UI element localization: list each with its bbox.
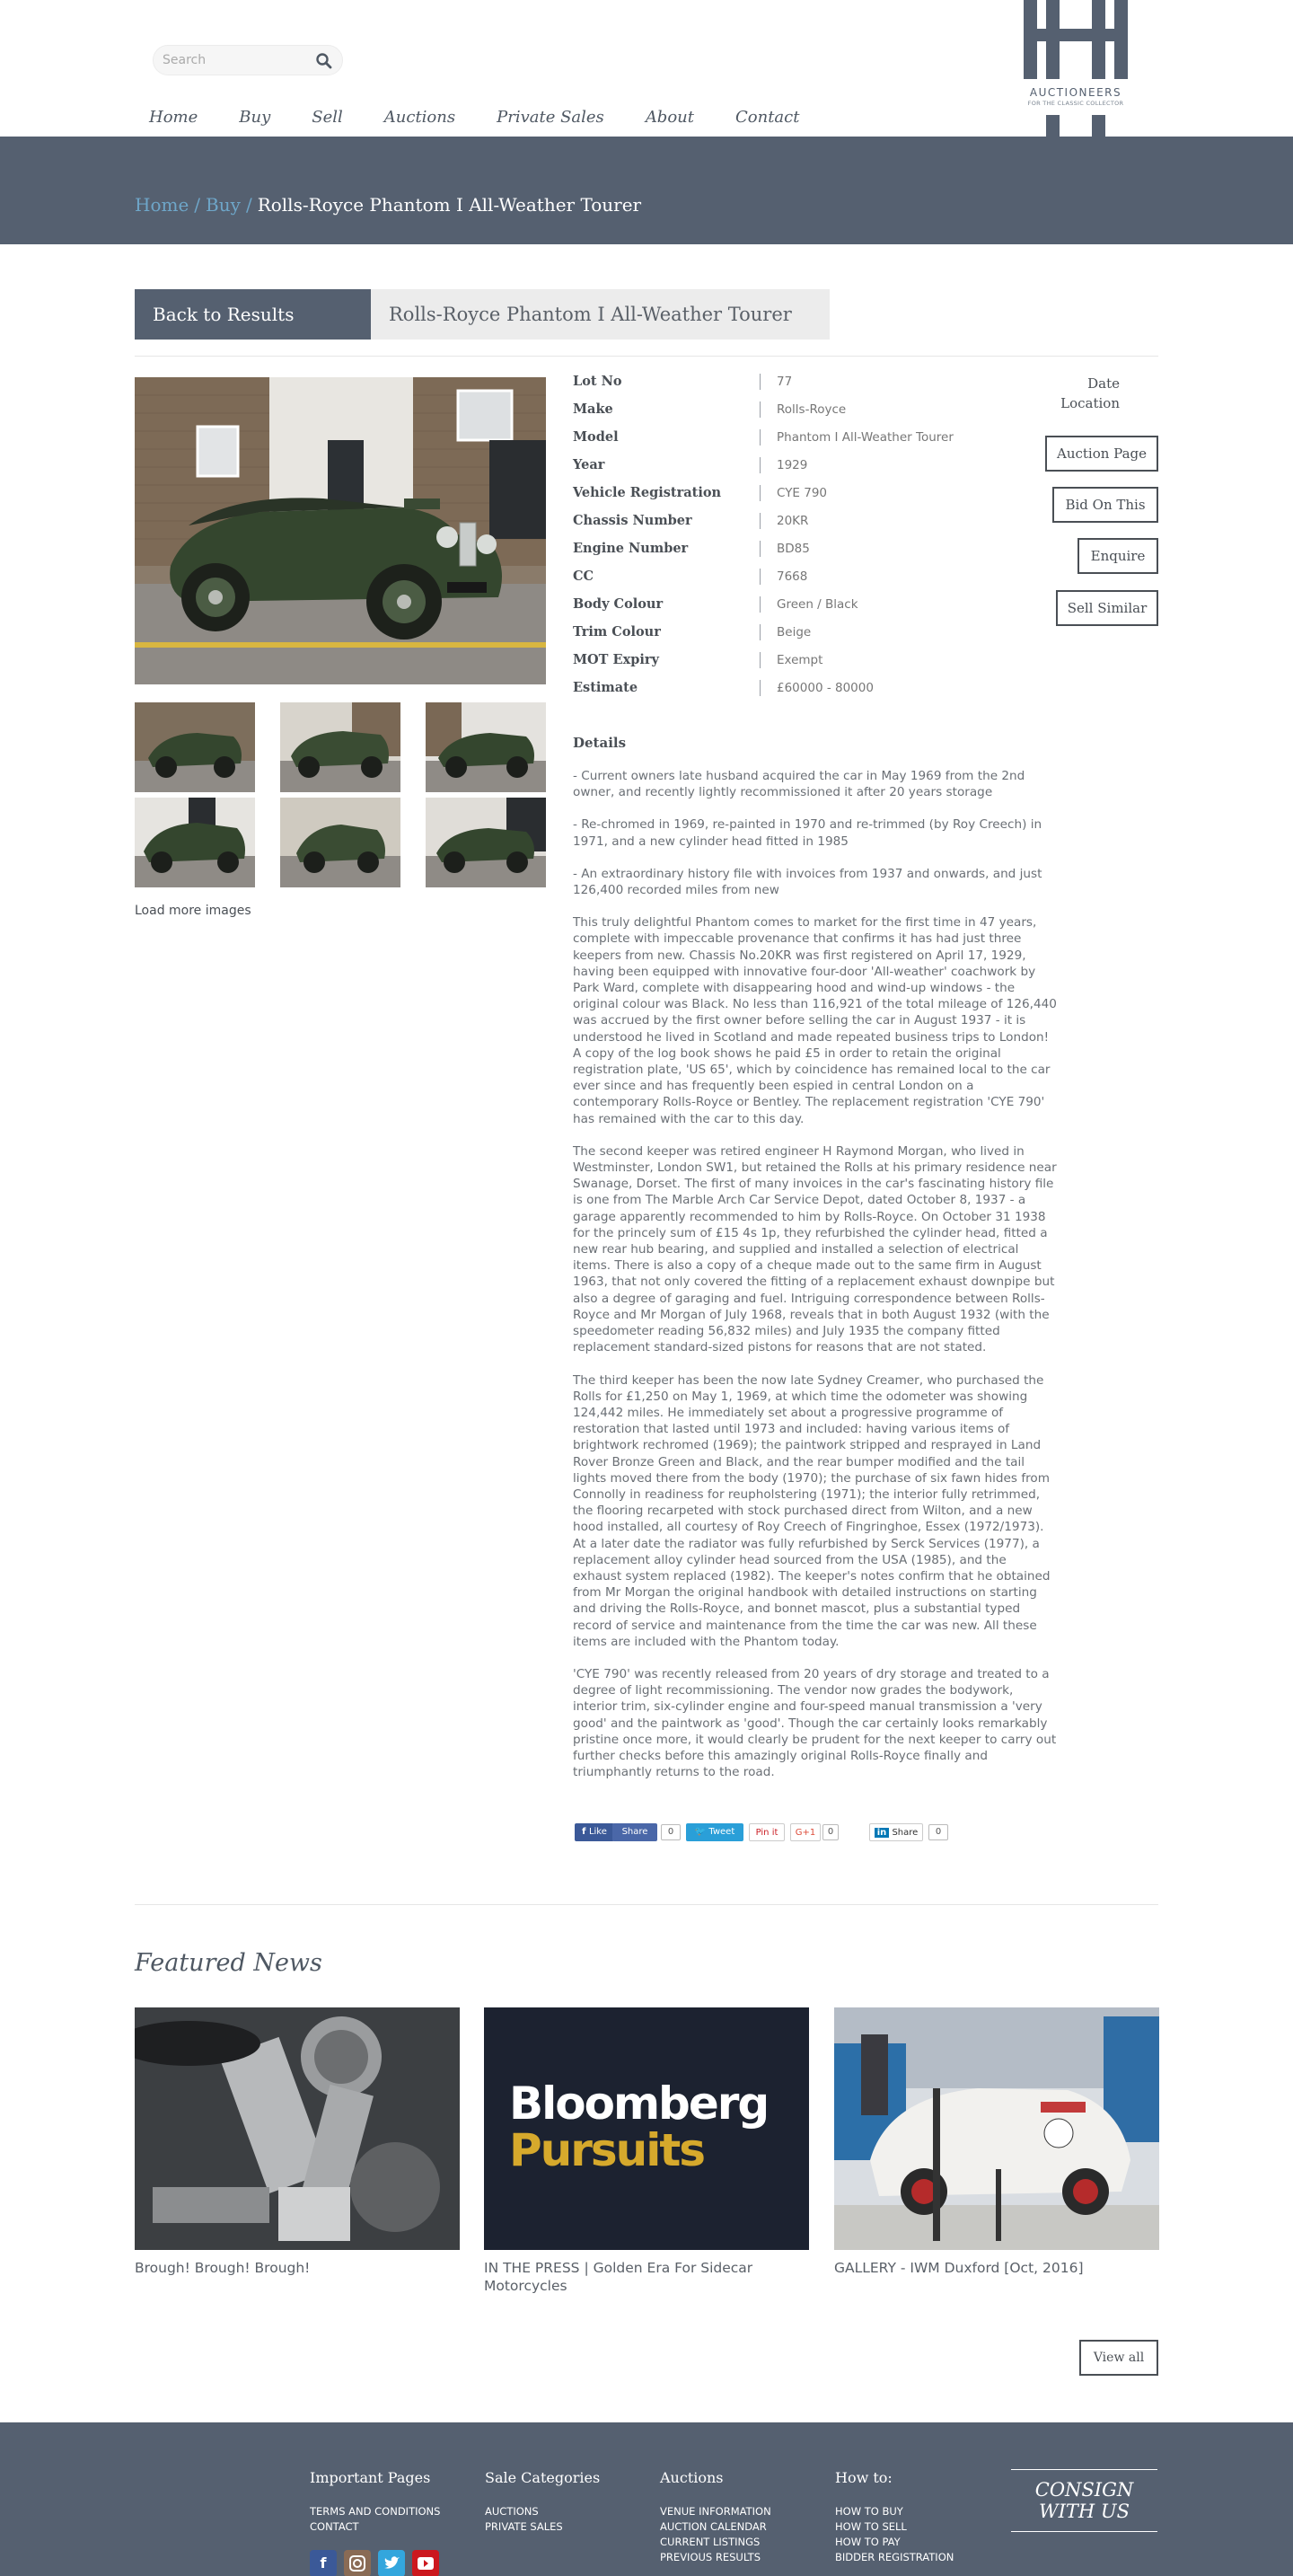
- bid-on-this-button[interactable]: Bid On This: [1052, 487, 1158, 523]
- spec-value: Beige: [777, 625, 812, 640]
- spec-value: £60000 - 80000: [777, 681, 874, 695]
- main-car-photo[interactable]: [135, 377, 546, 684]
- logo-and-text: AND: [1067, 50, 1085, 59]
- thumbnail-6[interactable]: [426, 798, 546, 887]
- spec-value: Rolls-Royce: [777, 402, 847, 417]
- footer-col-title: How to:: [835, 2469, 893, 2486]
- load-more-images-link[interactable]: Load more images: [135, 904, 251, 918]
- sell-similar-button[interactable]: Sell Similar: [1056, 590, 1158, 626]
- spec-row-make: [573, 401, 1058, 419]
- breadcrumb-current: Rolls-Royce Phantom I All-Weather Tourer: [257, 194, 642, 216]
- spec-separator: [760, 429, 761, 446]
- spec-row-estimate: [573, 680, 1058, 698]
- spec-value: Green / Black: [777, 597, 858, 612]
- google-plus-button[interactable]: G+1: [790, 1823, 821, 1841]
- linkedin-share-label: Share: [892, 1828, 919, 1838]
- breadcrumb-home[interactable]: Home: [135, 194, 189, 216]
- linkedin-count: 0: [928, 1824, 948, 1840]
- footer-col-how-to: [835, 2469, 954, 2565]
- view-all-button[interactable]: View all: [1079, 2340, 1158, 2376]
- breadcrumb-buy[interactable]: Buy: [206, 194, 241, 216]
- spec-separator: [760, 680, 761, 696]
- spec-label: Vehicle Registration: [573, 485, 722, 500]
- search-icon[interactable]: [315, 52, 333, 70]
- nav-sell[interactable]: Sell: [312, 108, 343, 127]
- details-paragraph: This truly delightful Phantom comes to market for the first time in 47 years, complete with impeccable provenance that confirms it has had just three keepers from new. Chassis No.20KR was first registered on April 17, 1929, having been equipped with innovative four-door 'All-weather' coachwork by Park Ward, complete with disappearing hood and wind-up windows - the original colour was Black. No less than 116,921 of the total mileage of 126,440 was accrued by the first owner before selling the car in August 1937 - it is understood he lived in Scotland and made repeated business trips to London! A copy of the log book shows he paid £5 in order to retain the original registration plate, 'US 65', which by coincidence has remained local to the car ever since and has frequently been espied in central London on a contemporary Rolls-Royce or Bentley. The replacement registration 'CYE 790' has remained with the car to this day.: [573, 915, 1057, 1126]
- breadcrumb: [135, 194, 641, 216]
- footer-link-how-to-buy[interactable]: HOW TO BUY: [835, 2505, 903, 2518]
- date-location: [1024, 374, 1158, 413]
- bloomberg-logo-line2: Pursuits: [509, 2124, 705, 2176]
- thumbnail-4[interactable]: [135, 798, 255, 887]
- spec-label: MOT Expiry: [573, 652, 659, 667]
- search-box: [153, 45, 343, 75]
- news-caption-2[interactable]: IN THE PRESS | Golden Era For Sidecar Motorcycles: [484, 2260, 753, 2294]
- site-logo[interactable]: [1022, 0, 1130, 137]
- footer-link-contact[interactable]: CONTACT: [310, 2520, 359, 2533]
- footer-col-title: Auctions: [660, 2469, 724, 2486]
- divider: [135, 1904, 1158, 1905]
- footer-col-sale-categories: [485, 2469, 600, 2535]
- footer-col-important-pages: [310, 2469, 440, 2535]
- spec-value: 1929: [777, 458, 808, 472]
- details-body: [573, 768, 1058, 1796]
- spec-value: BD85: [777, 542, 810, 556]
- news-image-iwm-duxford[interactable]: [834, 2007, 1159, 2250]
- pinterest-button[interactable]: Pin it: [749, 1823, 785, 1841]
- spec-separator: [760, 541, 761, 557]
- spec-label: Engine Number: [573, 541, 689, 556]
- nav-contact[interactable]: Contact: [735, 108, 800, 127]
- spec-row-model: [573, 429, 1058, 447]
- featured-news-heading: Featured News: [135, 1949, 322, 1977]
- youtube-icon[interactable]: [412, 2550, 439, 2576]
- spec-label: CC: [573, 569, 594, 584]
- google-plus-count: 0: [822, 1824, 839, 1840]
- spec-row-lot-no: [573, 374, 1058, 392]
- spec-separator: [760, 624, 761, 640]
- footer-link-current-listings[interactable]: CURRENT LISTINGS: [660, 2536, 761, 2548]
- spec-value: CYE 790: [777, 486, 828, 500]
- footer-link-how-to-sell[interactable]: HOW TO SELL: [835, 2520, 907, 2533]
- spec-separator: [760, 485, 761, 501]
- spec-value: Phantom I All-Weather Tourer: [777, 430, 954, 445]
- spec-row-year: [573, 457, 1058, 475]
- thumbnail-5[interactable]: [280, 798, 400, 887]
- spec-row-mot-expiry: [573, 652, 1058, 670]
- spec-separator: [760, 569, 761, 585]
- nav-auctions[interactable]: Auctions: [383, 108, 456, 127]
- spec-label: Year: [573, 457, 605, 472]
- logo-name: AUCTIONEERS: [1029, 86, 1122, 99]
- details-paragraph: - An extraordinary history file with invoices from 1937 and onwards, and just 126,400 recorded miles from new: [573, 866, 1042, 898]
- spec-value: Exempt: [777, 653, 823, 667]
- spec-separator: [760, 513, 761, 529]
- details-paragraph: - Current owners late husband acquired the car in May 1969 from the 2nd owner, and recently lightly recommissioned it after 20 years storage: [573, 769, 1025, 800]
- linkedin-share-button[interactable]: [869, 1823, 923, 1841]
- thumbnail-2[interactable]: [280, 702, 400, 792]
- instagram-icon[interactable]: [344, 2550, 371, 2576]
- spec-label: Estimate: [573, 680, 638, 695]
- spec-separator: [760, 401, 761, 418]
- divider: [135, 356, 1158, 357]
- footer-col-title: Sale Categories: [485, 2469, 601, 2486]
- footer-link-terms[interactable]: TERMS AND CONDITIONS: [310, 2505, 441, 2518]
- spec-row-chassis-number: [573, 513, 1058, 531]
- details-paragraph: The third keeper has been the now late Sydney Creamer, who purchased the Rolls for £1,250 on May 1, 1969, at which time the odometer was showing 124,442 miles. He immediately set about a progressive programme of restoration that lasted until 1973 and included: having various items of brightwork rechromed (1969); the paintwork stripped and resprayed in Land Rover Bronze Green and Black, and the rear bumper modified and the tail lights moved there from the body (1970); the purchase of six fawn hides from Connolly in readiness for reupholstering (1971); the interior fully retrimmed, the flooring recarpeted with stock purchased direct from Wilton, and a new hood installed, all courtesy of Roy Creech of Fingringhoe, Essex (1972/1973). At a later date the radiator was fully refurbished by Serck Services (1977), a replacement alloy cylinder head sourced from the USA (1985), and the exhaust system replaced (1982). The keeper's notes confirm that he obtained from Mr Morgan the original handbook with detailed instructions on starting and driving the Rolls-Royce, and bonnet mascot, plus a substantial typed record of service and maintenance from the time the car was new. All these items are included with the Phantom today.: [573, 1372, 1051, 1649]
- spec-row-vehicle-registration: [573, 485, 1058, 503]
- tweet-button[interactable]: [686, 1823, 743, 1841]
- site-header: [0, 0, 1293, 137]
- facebook-icon: f: [582, 1827, 589, 1837]
- footer-col-auctions: [660, 2469, 771, 2565]
- spec-separator: [760, 457, 761, 473]
- news-caption-3[interactable]: GALLERY - IWM Duxford [Oct, 2016]: [834, 2260, 1084, 2276]
- bloomberg-logo-line1: Bloomberg: [509, 2078, 769, 2130]
- spec-separator: [760, 652, 761, 668]
- footer-link-auction-calendar[interactable]: AUCTION CALENDAR: [660, 2520, 767, 2533]
- spec-value: 77: [777, 375, 793, 389]
- location-label: Location: [1060, 395, 1120, 411]
- facebook-like-label: Like: [588, 1827, 607, 1837]
- logo-tagline: FOR THE CLASSIC COLLECTOR: [1027, 100, 1124, 107]
- nav-private-sales[interactable]: Private Sales: [497, 108, 604, 127]
- footer-link-auctions[interactable]: AUCTIONS: [485, 2505, 539, 2518]
- spec-label: Trim Colour: [573, 624, 661, 640]
- spec-row-body-colour: [573, 596, 1058, 614]
- consign-with-us-button[interactable]: [1011, 2469, 1157, 2532]
- facebook-like-button[interactable]: [575, 1823, 614, 1841]
- back-to-results-button[interactable]: Back to Results: [135, 289, 371, 340]
- spec-separator: [760, 374, 761, 390]
- footer-link-how-to-pay[interactable]: HOW TO PAY: [835, 2536, 901, 2548]
- search-input[interactable]: [163, 46, 306, 75]
- nav-buy[interactable]: Buy: [239, 108, 271, 127]
- breadcrumb-separator: /: [245, 194, 252, 216]
- date-label: Date: [1087, 375, 1120, 392]
- thumbnail-1[interactable]: [135, 702, 255, 792]
- details-paragraph: - Re-chromed in 1969, re-painted in 1970 and re-trimmed (by Roy Creech) in 1971, and a new cylinder head fitted in 1985: [573, 817, 1042, 849]
- spec-separator: [760, 596, 761, 613]
- footer-link-venue-information[interactable]: VENUE INFORMATION: [660, 2505, 771, 2518]
- site-footer: [0, 2422, 1293, 2576]
- thumbnail-3[interactable]: [426, 702, 546, 792]
- twitter-icon[interactable]: [378, 2550, 405, 2576]
- spec-label: Body Colour: [573, 596, 664, 612]
- spec-value: 7668: [777, 569, 808, 584]
- consign-line2: WITH US: [1039, 2501, 1130, 2522]
- spec-label: Lot No: [573, 374, 622, 389]
- news-caption-1[interactable]: Brough! Brough! Brough!: [135, 2260, 311, 2276]
- spec-label: Chassis Number: [573, 513, 692, 528]
- enquire-button[interactable]: Enquire: [1078, 538, 1158, 574]
- details-heading: Details: [573, 735, 627, 751]
- nav-home[interactable]: Home: [149, 108, 198, 127]
- twitter-icon: 🐦: [694, 1827, 707, 1837]
- facebook-icon[interactable]: f: [310, 2550, 337, 2576]
- details-paragraph: The second keeper was retired engineer H Raymond Morgan, who lived in Westminster, London SW1, but retained the Rolls at his primary residence near Swanage, Dorset. The first of many invoices in the car's fascinating history file is one from The Marble Arch Car Service Depot, dated October 8, 1937 - a garage apparently recommended to him by Rolls-Royce. On October 31 1938 for the princely sum of £15 4s 1p, they refurbished the cylinder head, fitted a new rear hub bearing, and supplied and installed a selection of electrical items. There is also a copy of a cheque made out to the same firm in August 1963, that not only covered the fitting of a replacement exhaust downpipe but also a degree of garaging and fuel. Intriguing correspondence between Rolls-Royce and Mr Morgan of July 1968, reveals that in both August 1932 (with the speedometer reading 56,832 miles) and July 1935 the company fitted replacement standard-sized pistons for reasons that are not stated.: [573, 1143, 1057, 1355]
- news-image-brough[interactable]: [135, 2007, 460, 2250]
- spec-label: Make: [573, 401, 613, 417]
- breadcrumb-separator: /: [194, 194, 201, 216]
- footer-link-bidder-registration[interactable]: BIDDER REGISTRATION: [835, 2551, 954, 2563]
- linkedin-icon: in: [875, 1828, 890, 1838]
- social-share-bar: [573, 1823, 968, 1843]
- nav-about[interactable]: About: [645, 108, 694, 127]
- lot-title: Rolls-Royce Phantom I All-Weather Tourer: [371, 289, 830, 340]
- consign-line1: CONSIGN: [1034, 2479, 1134, 2501]
- spec-value: 20KR: [777, 514, 809, 528]
- tweet-label: Tweet: [708, 1827, 735, 1837]
- footer-link-previous-results[interactable]: PREVIOUS RESULTS: [660, 2551, 761, 2563]
- spec-row-engine-number: [573, 541, 1058, 559]
- spec-row-cc: [573, 569, 1058, 587]
- footer-col-title: Important Pages: [310, 2469, 431, 2486]
- auction-page-button[interactable]: Auction Page: [1045, 436, 1158, 472]
- facebook-share-button[interactable]: Share: [612, 1823, 657, 1841]
- share-count: 0: [661, 1824, 681, 1840]
- main-nav: [149, 108, 840, 127]
- footer-link-private-sales[interactable]: PRIVATE SALES: [485, 2520, 563, 2533]
- page-banner: [0, 137, 1293, 244]
- spec-label: Model: [573, 429, 619, 445]
- details-paragraph: 'CYE 790' was recently released from 20 years of dry storage and treated to a degree of light recommissioning. The vendor now grades the bodywork, interior trim, six-cylinder engine and four-speed manual transmission a 'very good' and the paintwork as 'good'. Though the car certainly looks remarkably pristine once more, it would clearly be prudent for the next keeper to carry out further checks before this amazingly original Rolls-Royce finally and triumphantly returns to the road.: [573, 1666, 1057, 1780]
- spec-row-trim-colour: [573, 624, 1058, 642]
- news-image-bloomberg-pursuits[interactable]: [484, 2007, 809, 2250]
